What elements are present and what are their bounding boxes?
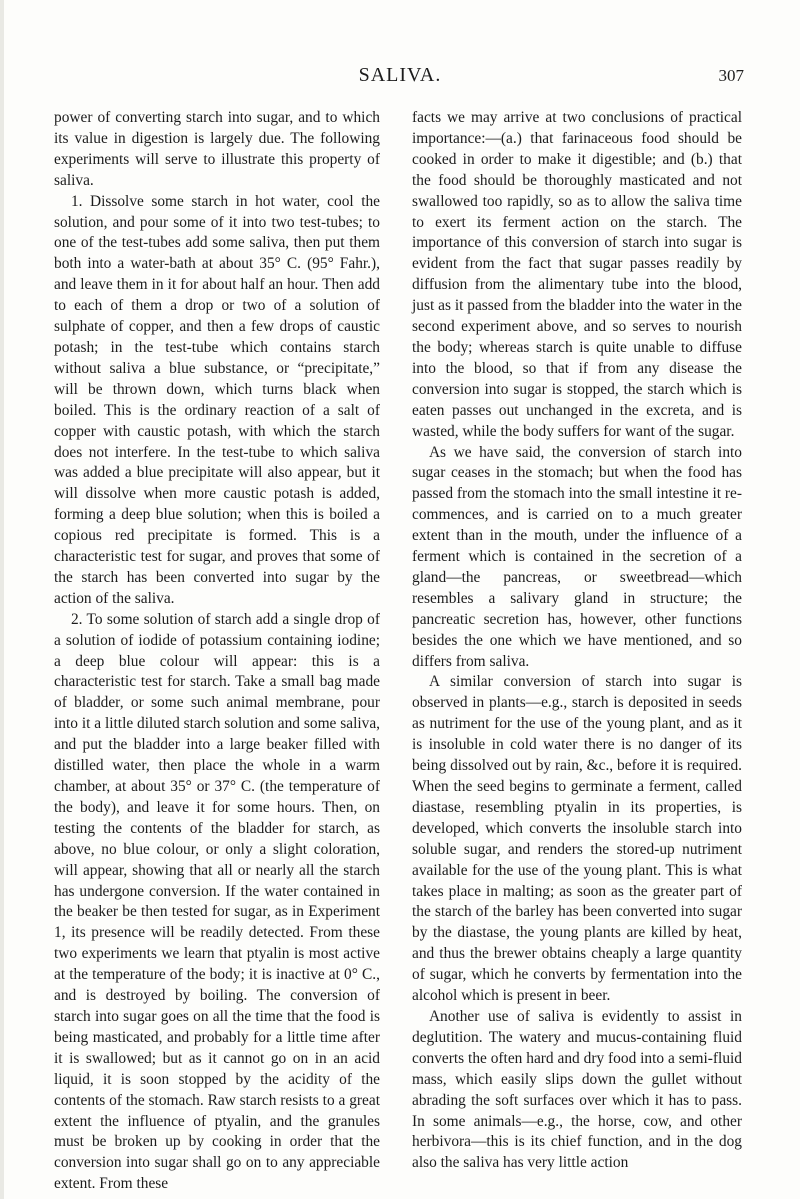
paragraph: 2. To some solution of starch add a single drop of a solution of iodide of potassium containing iodine; a deep blue colour will appear: this is a characteristic test for starch. Take a small bag made of bladder, or some such animal membrane, pour into it a little diluted starch solution and some saliva, and put the bladder into a large beaker filled with distilled water, then place the whole in a warm chamber, at about 35° or 37° C. (the temperature of the body), and leave it for some hours. Then, on testing the contents of the bladder for starch, as above, no blue colour, or only a slight coloration, will appear, showing that all or nearly all the starch has undergone conversion. If the water contained in the beaker be then tested for sugar, as in Experiment 1, its presence will be readily detected. From these two experiments we learn that ptyalin is most active at the temperature of the body; it is inactive at 0° C., and is destroyed by boiling. The conversion of starch into sugar goes on all the time that the food is being masticated, and probably for a little time after it is swallowed; but as it cannot go on in an acid liquid, it is soon stopped by the acidity of the contents of the stomach. Raw starch resists to a great extent the influence of ptyalin, and the granules must be broken up by cooking in order that the conversion into sugar shall go on to any appreciable extent. From these [54,610,380,1193]
right-column [412,108,742,1174]
page-edge-shadow [0,0,4,1199]
paragraph: facts we may arrive at two conclusions of practical importance:—(a.) that farinaceous food should be cooked in order to make it digestible; and (b.) that the food should be thoroughly masticated and not swallowed too rapidly, so as to allow the saliva time to exert its ferment action on the starch. The importance of this conversion of starch into sugar is evident from the fact that sugar passes readily by diffusion from the alimentary tube into the blood, just as it passed from the bladder into the water in the second experiment above, and so serves to nourish the body; whereas starch is quite unable to diffuse into the blood, so that if from any disease the conversion into sugar is stopped, the starch which is eaten passes out unchanged in the excreta, and is wasted, while the body suffers for want of the sugar. [412,109,742,440]
page-header [0,64,800,92]
paragraph: Another use of saliva is evidently to assist in deglutition. The watery and mucus-containing fluid converts the often hard and dry food into a semi-fluid mass, which easily slips down the gullet without abrading the soft surfaces over which it has to pass. In some animals—e.g., the horse, cow, and other herbivora—this is its chief function, and in the dog also the saliva has very little action [412,1007,742,1172]
paragraph: As we have said, the conversion of starch into sugar ceases in the stomach; but when the food has passed from the stomach into the small intestine it re-commences, and is carried on to a much greater extent than in the mouth, under the influence of a ferment which is contained in the secretion of a gland—the pancreas, or sweetbread—which resembles a salivary gland in structure; the pancreatic secretion has, however, other functions besides the one which we have mentioned, and so differs from saliva. [412,443,742,670]
left-column [54,108,380,1195]
paragraph: A similar conversion of starch into sugar is observed in plants—e.g., starch is deposited in seeds as nutriment for the use of the young plant, and as it is insoluble in cold water there is no danger of its being dissolved out by rain, &c., before it is required. When the seed begins to germinate a ferment, called diastase, resembling ptyalin in its properties, is developed, which converts the insoluble starch into soluble sugar, and renders the stored-up nutriment available for the use of the young plant. This is what takes place in malting; as soon as the greater part of the starch of the barley has been converted into sugar by the diastase, the young plants are killed by heat, and thus the brewer obtains cheaply a large quantity of sugar, which he converts by fermentation into the alcohol which is present in beer. [412,673,742,1005]
paragraph: power of converting starch into sugar, and to which its value in digestion is largely due. The following experiments will serve to illustrate this property of saliva. [54,109,380,189]
running-head: SALIVA. [358,64,442,86]
paragraph: 1. Dissolve some starch in hot water, cool the solution, and pour some of it into two test-tubes; to one of the test-tubes add some saliva, then put them both into a water-bath at about 35° C. (95° Fahr.), and leave them in it for about half an hour. Then add to each of them a drop or two of a solution of sulphate of copper, and then a few drops of caustic potash; in the test-tube which contains starch without saliva a blue substance, or “precipitate,” will be thrown down, which turns black when boiled. This is the ordinary reaction of a salt of copper with caustic potash, with which the starch does not interfere. In the test-tube to which saliva was added a blue precipitate will also appear, but it will dissolve when more caustic potash is added, forming a deep blue solution; when this is boiled a copious red precipitate is formed. This is a characteristic test for sugar, and proves that some of the starch has been converted into sugar by the action of the saliva. [54,192,380,607]
page-number: 307 [718,66,744,85]
